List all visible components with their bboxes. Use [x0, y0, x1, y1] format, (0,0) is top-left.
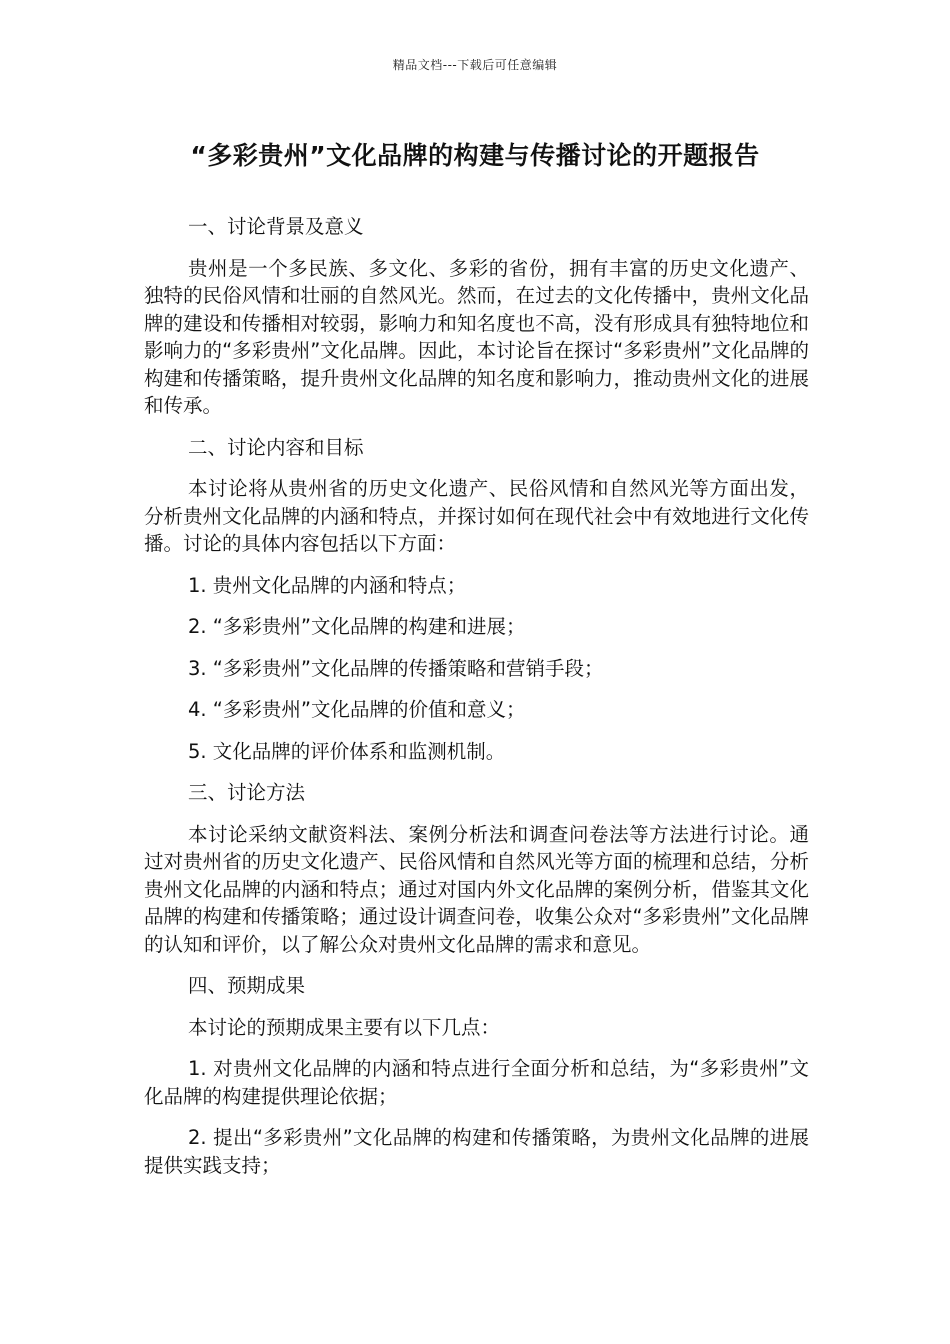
list-item: 2. “多彩贵州”文化品牌的构建和进展；: [188, 615, 526, 638]
paragraph-content: 本讨论将从贵州省的历史文化遗产、民俗风情和自然风光等方面出发，分析贵州文化品牌的内涵和特点，并探讨如何在现代社会中有效地进行文化传播。讨论的具体内容包括以下方面：: [144, 477, 809, 555]
paragraph-background: 贵州是一个多民族、多文化、多彩的省份，拥有丰富的历史文化遗产、独特的民俗风情和壮丽的自然风光。然而，在过去的文化传播中，贵州文化品牌的建设和传播相对较弱，影响力和知名度也不高，没有形成具有独特地位和影响力的“多彩贵州”文化品牌。因此，本讨论旨在探讨“多彩贵州”文化品牌的构建和传播策略，提升贵州文化品牌的知名度和影响力，推动贵州文化的进展和传承。: [144, 256, 809, 417]
list-item: 1. 贵州文化品牌的内涵和特点；: [188, 573, 467, 597]
document-title: “多彩贵州”文化品牌的构建与传播讨论的开题报告: [190, 141, 760, 170]
list-item: 4. “多彩贵州”文化品牌的价值和意义；: [188, 698, 526, 721]
paragraph-method: 本讨论采纳文献资料法、案例分析法和调查问卷法等方法进行讨论。通过对贵州省的历史文化遗产、民俗风情和自然风光等方面的梳理和总结，分析贵州文化品牌的内涵和特点；通过对国内外文化品牌的案例分析，借鉴其文化品牌的构建和传播策略；通过设计调查问卷，收集公众对“多彩贵州”文化品牌的认知和评价，以了解公众对贵州文化品牌的需求和意见。: [144, 822, 809, 956]
list-item: 2. 提出“多彩贵州”文化品牌的构建和传播策略，为贵州文化品牌的进展提供实践支持；: [144, 1126, 809, 1177]
section-heading-method: 三、讨论方法: [188, 781, 306, 804]
paragraph-results: 本讨论的预期成果主要有以下几点：: [188, 1015, 501, 1039]
list-item: 3. “多彩贵州”文化品牌的传播策略和营销手段；: [188, 656, 604, 680]
section-heading-results: 四、预期成果: [188, 974, 306, 997]
list-item: 1. 对贵州文化品牌的内涵和特点进行全面分析和总结，为“多彩贵州”文化品牌的构建提供理论依据；: [144, 1057, 809, 1108]
section-heading-content: 二、讨论内容和目标: [188, 435, 364, 459]
section-heading-background: 一、讨论背景及意义: [188, 215, 364, 238]
list-item: 5. 文化品牌的评价体系和监测机制。: [188, 739, 506, 763]
page-header: 精品文档---下载后可任意编辑: [392, 58, 558, 72]
document-body: [144, 213, 809, 1193]
